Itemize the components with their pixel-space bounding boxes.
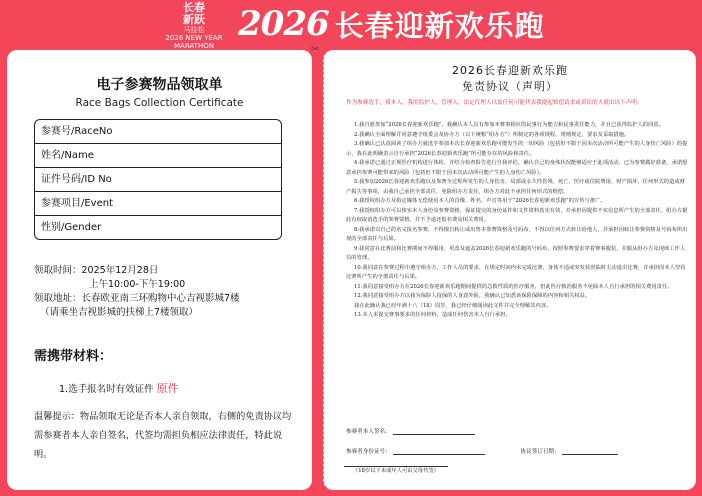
minor-note: （18岁以下未成年人可由父母代签）	[344, 466, 448, 476]
waiver-clause: 10.我同意在参赛过程中遵守组办方、工作人员的要求，在规定时间内未完成比赛，身体不适或突发状况临时主动退出比赛，并承担因本人坚持比赛所产生的全部责任与后果。	[346, 264, 686, 280]
pickup-certificate-card	[7, 50, 312, 490]
waiver-clause: 3.我确认已认真阅读了组办方就选手参加本次长春迎新欢乐跑可能发生的一切风险（包括但不限于因本次活动所可能产生的人身伤亡风险）的提示，我在此明确表示自行承担“2026长春迎新欢乐跑”所可能存在的风险和责任。	[346, 141, 688, 157]
pickup-tip: 温馨提示：物品领取无论是否本人亲自领取，右侧的免责协议均需参赛者本人亲自签名，代签均需担负相应法律责任，特此说明。	[34, 411, 292, 460]
signature-date-label: 协议签订日期：	[520, 449, 560, 455]
pickup-subtitle: Race Bags Collection Certificate	[75, 97, 244, 109]
waiver-clause: 11.我同意接受组办方在2026长春迎新欢乐跑期间提供的急救性质的医疗服务，但此医疗救治服务不免除本人自行承担的相关费用责任。	[354, 283, 673, 290]
signature-name-label: 参赛者本人签名：	[346, 429, 391, 435]
waiver-clause: 4.我承诺已通过正规医疗机构进行体检，并结合检查报告进行自我评估，确认自己的身体状况能够适应于此项活动，已为参赛做好准备，承诺愿意承担参赛可能带来的风险（包括但不限于因本次活动所可能产生的人身伤亡风险）。	[346, 160, 688, 176]
waiver-clause: 2.我确认全面理解并同意遵守组委会及协办方（以下统称“组办方”）所制定的各项规程、规则规定、要求及采取措施。	[354, 131, 630, 138]
waiver-clause: 9.我同意在比赛前和比赛期间不得服用、更改及遮盖2026长春迎新欢乐跑的号码布，按照参赛要求穿着赛事服装，并服从组办方及现场工作人员的管理。	[346, 245, 686, 261]
headline-event-name: 长春迎新欢乐跑	[334, 8, 545, 43]
field-name: 姓名/Name	[35, 144, 281, 168]
waiver-clause: 我在此确认我已经年满十八（18）周岁，我已经仔细阅读此文件并完全理解其内容。	[354, 302, 552, 309]
signature-id-line	[393, 448, 485, 455]
field-race-no: 参赛号/RaceNo	[35, 120, 281, 144]
logo-text-side: 马拉松	[183, 26, 205, 34]
pickup-address-label: 领取地址：	[34, 293, 82, 304]
pickup-time-label: 领取时间：	[34, 265, 82, 276]
field-event: 参赛项目/Event	[35, 192, 281, 216]
waiver-subtitle: 免责协议（声明）	[462, 80, 558, 93]
field-id-no: 证件号码/ID No	[35, 168, 281, 192]
logo-text-mid: 新跃	[183, 13, 205, 26]
signature-id-row	[346, 447, 618, 455]
pickup-time-range: 上午10:00-下午19:00	[89, 279, 186, 290]
logo-text-top: 长春	[183, 1, 205, 14]
waiver-title: 2026长春迎新欢乐跑	[452, 64, 568, 77]
event-headline	[238, 2, 545, 46]
pickup-address-note: （请乘坐吉视影城的扶梯上7楼领取）	[40, 307, 199, 318]
waiver-clause: 6.我授权组办方及指定媒体无偿使用本人的肖像、姓名、声音等用于“2026长春迎新欢乐跑”的宣传与推广。	[354, 198, 606, 204]
carry-materials-title: 需携带材料：	[34, 349, 113, 364]
signature-name-row	[346, 427, 475, 435]
headline-year: 2026	[238, 4, 329, 44]
waiver-clause: 13.本人未提交赛事要求的任何材料，造成任何伤害本人自行承担。	[354, 312, 511, 318]
waiver-clause: 7.我授权组办方可以核实本人身份及参赛资格，保证提交的身份证件和文件资料真实有效，并承担因提供不实信息所产生的全部责任，组办方据此有权取消选手的参赛资格，并不予退还报名费及相关费用。	[346, 207, 688, 223]
event-logo	[163, 1, 225, 50]
waiver-clause: 12.我同意接受组办方以我为保险人投保的人身意外险，我确认已知悉该保险保障的内容和相关权益。	[354, 293, 591, 299]
pickup-address: 长春欧亚南三环购物中心吉视影城7楼	[81, 293, 240, 304]
carry-item-text: 1.选手报名时有效证件	[59, 384, 154, 395]
scissors-icon: ✂	[311, 44, 320, 55]
waiver-card	[323, 50, 696, 490]
waiver-clause: 8.我承诺以自己的名义报名参赛，不得擅自转让或出售本参赛资格及号码布，不得以任何方式转让给他人，并承担因转让参赛资格及号码布所出现的全部责任与后果。	[346, 226, 688, 242]
waiver-warning: 作为参赛选手，我本人，我的监护人，管理人，法定代理人以及任何可能代表我提起赔偿请求或诉讼的人就出以下声明：	[346, 100, 643, 106]
event-header	[0, 0, 702, 48]
waiver-clause: 1.我自愿参加“2026长春迎新欢乐跑”，我确认本人具有参加本赛事相应的民事行为能力和民事责任能力，并且已获得监护人的同意。	[354, 122, 664, 128]
participant-info-table	[34, 119, 282, 240]
carry-item-highlight: 原件	[156, 382, 179, 395]
waiver-clause: 5.我参加2026长春迎新欢乐跑以及参赛全过程所发生的人身伤害，局部或永久性伤残、死亡、医疗或住院费用、财产损坏，任何形式的造成财产损失等事项，由我自己承担全部责任，免除组办方责任，组办方对此不承担任何形式的赔偿。	[346, 179, 686, 195]
field-gender: 性别/Gender	[41, 222, 102, 233]
carry-item	[59, 380, 179, 396]
pickup-title: 电子参赛物品领取单	[96, 77, 223, 93]
logo-text-small: 2026 NEW YEAR MARATHON	[165, 34, 223, 50]
signature-name-line	[393, 428, 475, 435]
pickup-details	[34, 264, 304, 320]
signature-date-line	[562, 448, 618, 455]
waiver-clauses	[346, 121, 688, 321]
pickup-date: 2025年12月28日	[81, 265, 159, 276]
signature-id-label: 参赛者身份证号：	[346, 449, 391, 455]
